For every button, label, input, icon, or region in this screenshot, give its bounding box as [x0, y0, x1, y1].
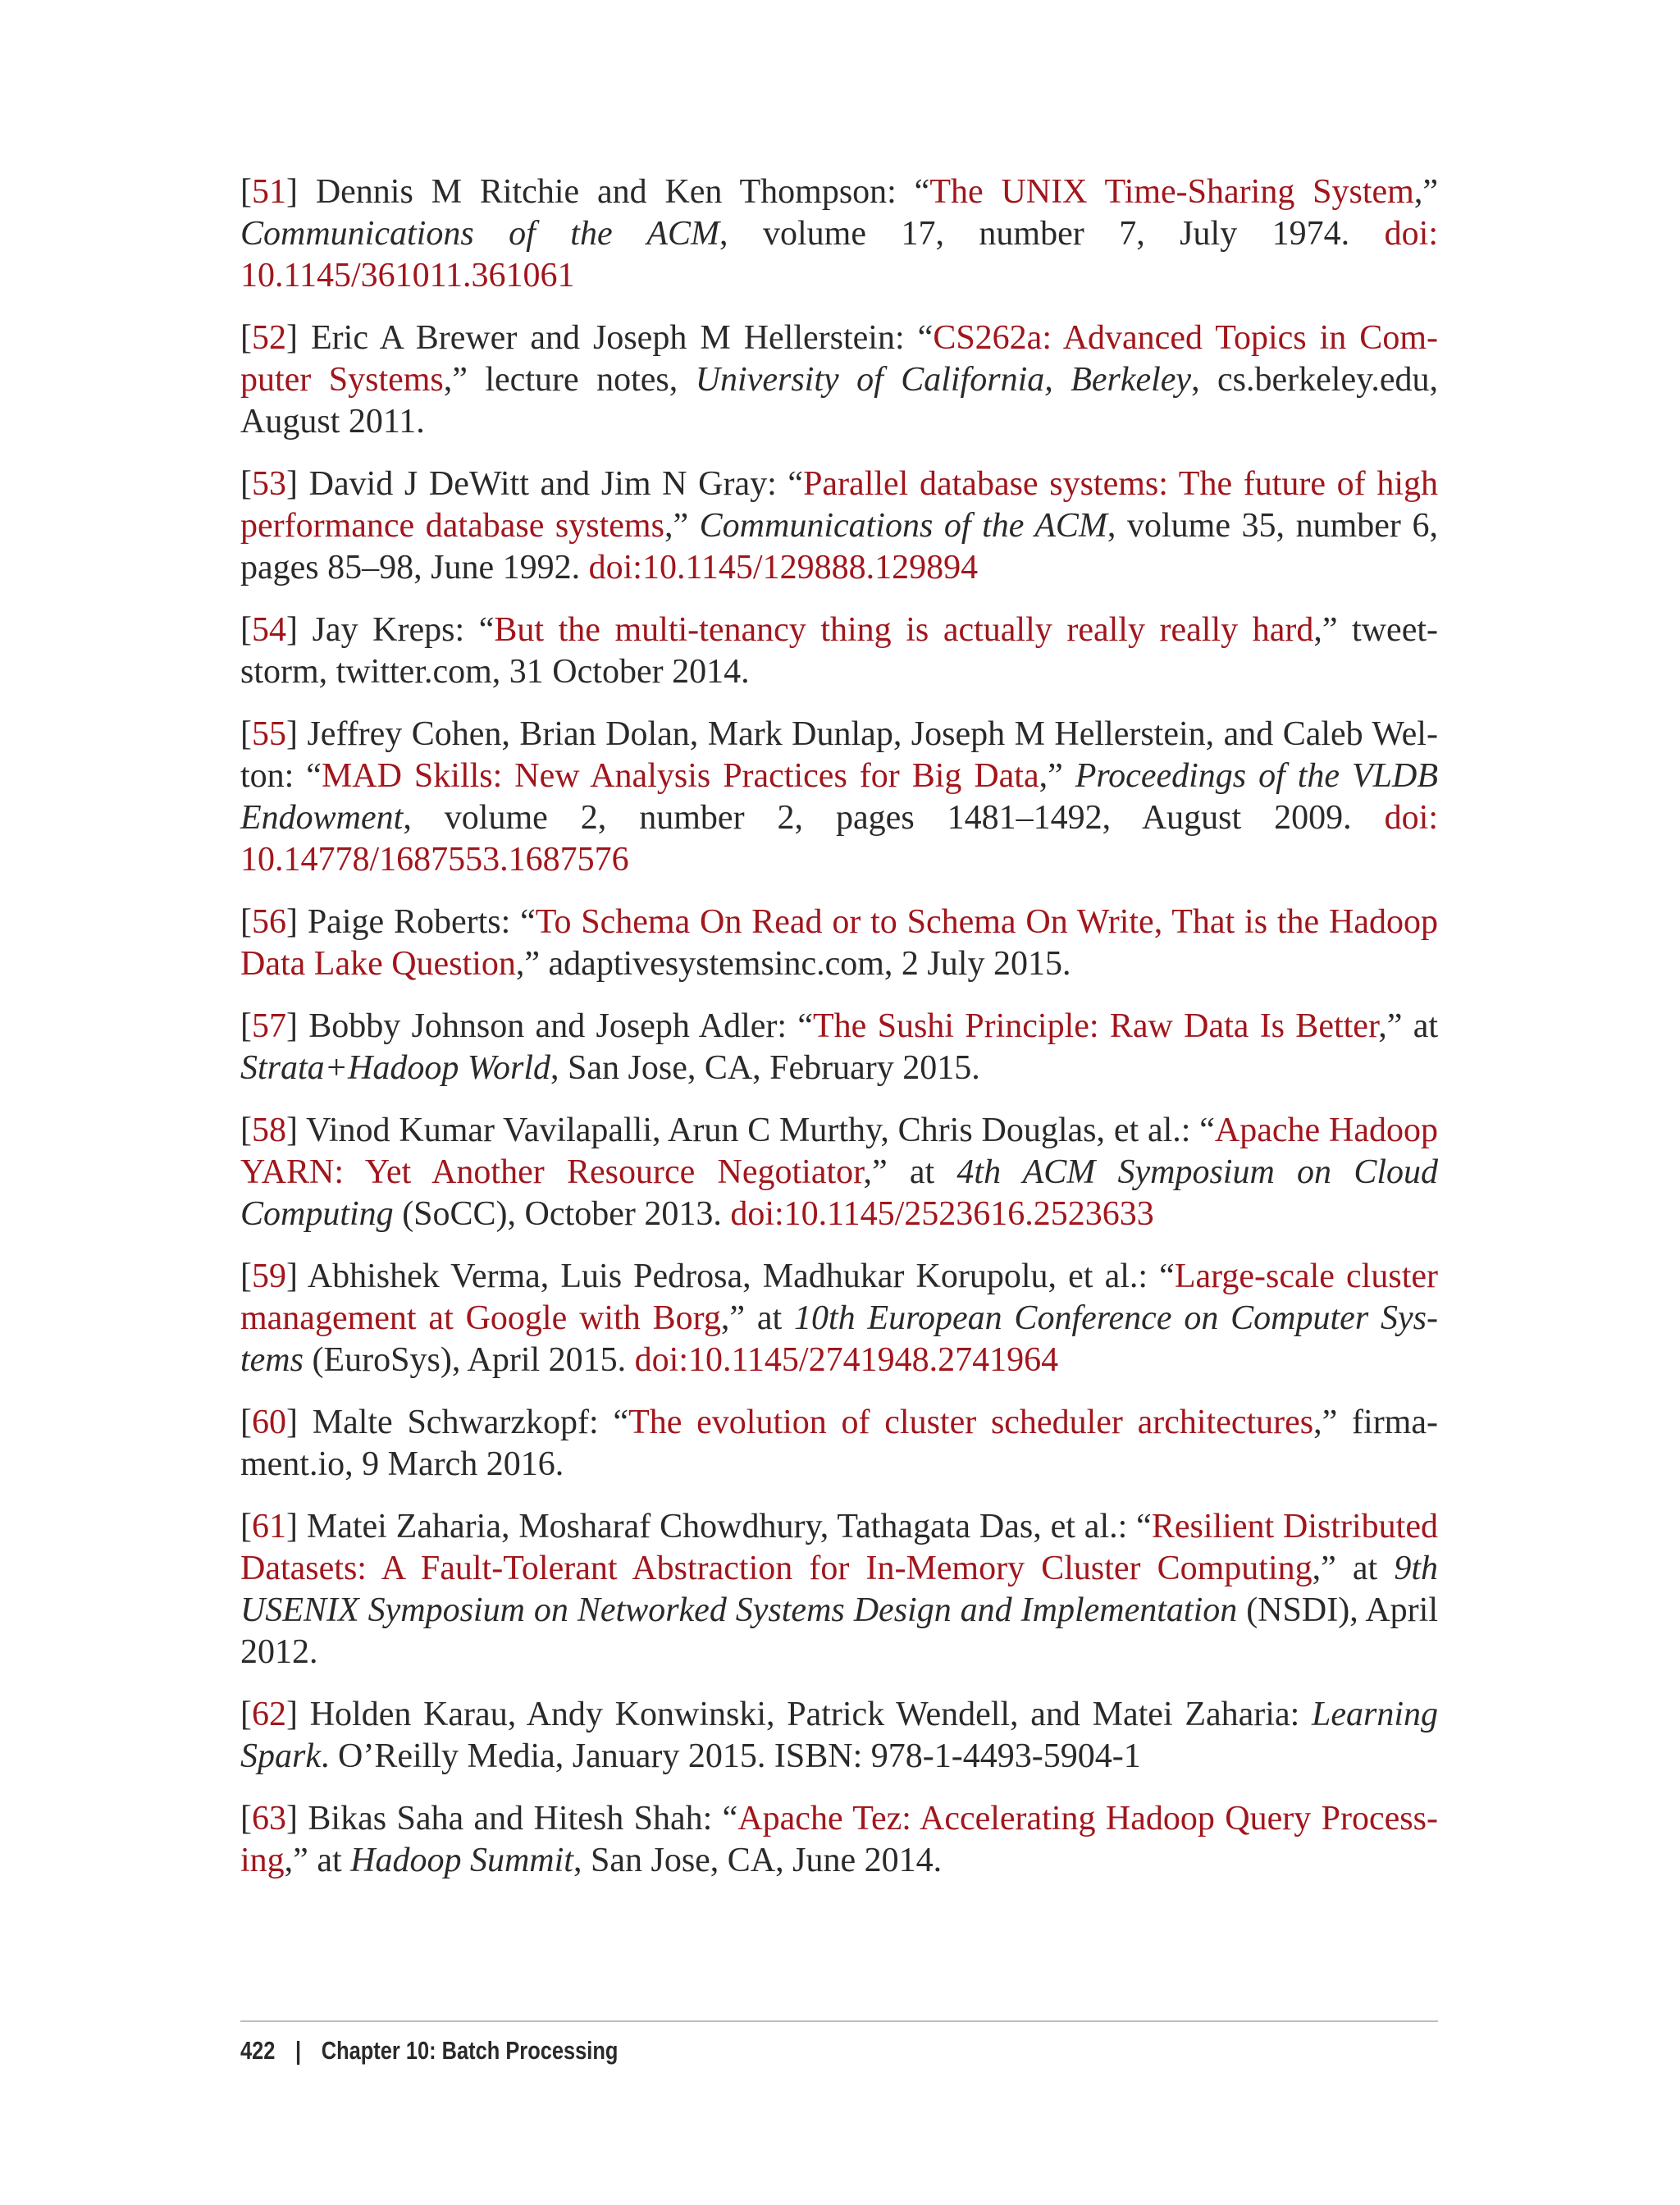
reference-link[interactable]: doi:10.1145/129888.129894	[588, 549, 979, 587]
reference-text: ,” firmament.io, 9 March 2016.	[240, 1404, 1438, 1483]
reference-number-link[interactable]: 62	[252, 1696, 286, 1733]
reference-text: Dennis M Ritchie and Ken Thompson: “	[315, 173, 930, 211]
reference-text: Malte Schwarzkopf: “	[312, 1404, 629, 1441]
reference-text: ,”	[1413, 173, 1438, 211]
reference-text: ,” adaptivesystemsinc.com, 2 July 2015.	[515, 945, 1071, 983]
reference-venue: 4th ACM Symposium on Cloud Computing	[240, 1153, 1438, 1233]
chapter-title: Chapter 10: Batch Processing	[321, 2036, 619, 2065]
reference-venue: Learning Spark	[240, 1696, 1438, 1775]
reference-list	[240, 171, 1438, 1902]
reference-text: Paige Roberts: “	[307, 903, 536, 941]
reference-bracket: [	[240, 1112, 252, 1149]
reference-entry	[240, 1256, 1438, 1381]
reference-entry	[240, 1110, 1438, 1235]
reference-bracket: [	[240, 1508, 252, 1545]
reference-text: Eric A Brewer and Joseph M Hellerstein: “	[311, 319, 934, 357]
reference-text: , volume 2, number 2, pages 1481–1492, August 2009.	[403, 799, 1385, 837]
reference-bracket: ]	[286, 1508, 307, 1545]
reference-venue: Communications of the ACM	[240, 215, 719, 253]
reference-text: Holden Karau, Andy Konwinski, Patrick Wendell, and Matei Zaharia:	[309, 1696, 1312, 1733]
reference-bracket: ]	[286, 1800, 308, 1838]
reference-entry	[240, 1506, 1438, 1673]
reference-text: , volume 35, number 6, pages 85–98, June 1992.	[240, 507, 1438, 587]
footer-rule	[240, 2020, 1438, 2022]
reference-entry	[240, 171, 1438, 297]
reference-bracket: [	[240, 1258, 252, 1295]
reference-text: ,”	[664, 507, 700, 545]
reference-bracket: [	[240, 319, 252, 357]
reference-bracket: [	[240, 1696, 252, 1733]
reference-text: ,” tweetstorm, twitter.com, 31 October 2014.	[240, 611, 1439, 691]
reference-bracket: ]	[286, 611, 313, 649]
reference-link[interactable]: doi:10.1145/2741948.2741964	[634, 1341, 1059, 1379]
reference-text: , cs.berkeley.edu, August 2011.	[240, 361, 1439, 441]
reference-number-link[interactable]: 52	[252, 319, 286, 357]
reference-link[interactable]: The evolution of cluster scheduler architectures	[628, 1404, 1314, 1441]
reference-text: Abhishek Verma, Luis Pedrosa, Madhukar Korupolu, et al.: “	[307, 1258, 1175, 1295]
reference-link[interactable]: Large-scale cluster management at Google with Borg	[240, 1258, 1438, 1337]
reference-venue: Proceedings of the VLDB Endowment	[240, 757, 1438, 837]
reference-text: , San Jose, CA, June 2014.	[573, 1842, 943, 1879]
reference-entry	[240, 1798, 1438, 1882]
reference-entry	[240, 902, 1438, 985]
reference-number-link[interactable]: 55	[252, 715, 286, 753]
reference-text: Vinod Kumar Vavilapalli, Arun C Murthy, Chris Douglas, et al.: “	[306, 1112, 1215, 1149]
reference-venue: Communications of the ACM	[699, 507, 1107, 545]
reference-bracket: ]	[286, 1258, 308, 1295]
reference-text: , San Jose, CA, February 2015.	[550, 1049, 980, 1087]
reference-text: (SoCC), October 2013.	[393, 1195, 731, 1233]
reference-bracket: [	[240, 1007, 252, 1045]
reference-text: Matei Zaharia, Mosharaf Chowdhury, Tathagata Das, et al.: “	[306, 1508, 1152, 1545]
reference-link[interactable]: The Sushi Principle: Raw Data Is Better	[813, 1007, 1379, 1045]
reference-bracket: ]	[286, 1696, 310, 1733]
reference-number-link[interactable]: 57	[252, 1007, 286, 1045]
page-footer	[240, 2034, 618, 2067]
reference-text: ,” at	[1378, 1007, 1439, 1045]
reference-text: (NSDI), April 2012.	[240, 1591, 1438, 1671]
reference-number-link[interactable]: 53	[252, 465, 286, 503]
reference-bracket: [	[240, 1404, 252, 1441]
reference-bracket: ]	[286, 1112, 307, 1149]
reference-link[interactable]: doi: 10.1145/361011.361061	[240, 215, 1439, 294]
reference-text: (EuroSys), April 2015.	[304, 1341, 635, 1379]
reference-text: ,” at	[720, 1299, 794, 1337]
reference-bracket: ]	[286, 465, 309, 503]
reference-link[interactable]: CS262a: Advanced Topics in Computer Systems	[240, 319, 1438, 399]
reference-link[interactable]: MAD Skills: New Analysis Practices for Big Data	[321, 757, 1039, 795]
reference-text: Jay Kreps: “	[312, 611, 495, 649]
reference-bracket: ]	[286, 715, 308, 753]
reference-bracket: ]	[286, 903, 308, 941]
reference-text: ,” at	[863, 1153, 957, 1191]
reference-entry	[240, 463, 1438, 589]
reference-link[interactable]: Apache Tez: Accelerating Hadoop Query Processing	[240, 1800, 1438, 1879]
reference-link[interactable]: doi: 10.14778/1687553.1687576	[240, 799, 1438, 879]
reference-text: ,” at	[284, 1842, 351, 1879]
reference-venue: Strata+Hadoop World	[240, 1049, 550, 1087]
reference-bracket: ]	[286, 1007, 309, 1045]
reference-number-link[interactable]: 58	[252, 1112, 286, 1149]
reference-text: . O’Reilly Media, January 2015. ISBN: 978-1-4493-5904-1	[321, 1737, 1141, 1775]
reference-number-link[interactable]: 61	[252, 1508, 286, 1545]
reference-text: ,” lecture notes,	[443, 361, 696, 399]
reference-bracket: [	[240, 903, 252, 941]
reference-text: Bikas Saha and Hitesh Shah: “	[308, 1800, 738, 1838]
reference-text: , volume 17, number 7, July 1974.	[719, 215, 1385, 253]
reference-bracket: [	[240, 611, 252, 649]
reference-bracket: [	[240, 1800, 252, 1838]
reference-text: Bobby Johnson and Joseph Adler: “	[308, 1007, 814, 1045]
reference-entry	[240, 609, 1438, 693]
reference-link[interactable]: But the multi-tenancy thing is actually really really hard	[494, 611, 1314, 649]
reference-venue: University of California, Berkeley	[695, 361, 1192, 399]
reference-bracket: ]	[286, 173, 316, 211]
reference-venue: 10th European Conference on Computer Systems	[240, 1299, 1438, 1379]
page-number: 422	[240, 2036, 276, 2065]
reference-link[interactable]: Resilient Distributed Datasets: A Fault-Tolerant Abstraction for In-Memory Cluster Computing	[240, 1508, 1438, 1587]
reference-text: David J DeWitt and Jim N Gray: “	[308, 465, 804, 503]
reference-link[interactable]: Parallel database systems: The future of high performance database systems	[240, 465, 1438, 545]
reference-entry	[240, 714, 1438, 881]
reference-number-link[interactable]: 54	[252, 611, 286, 649]
reference-number-link[interactable]: 59	[252, 1258, 286, 1295]
reference-entry	[240, 317, 1438, 443]
reference-entry	[240, 1402, 1438, 1486]
reference-text: ,” at	[1312, 1550, 1395, 1587]
reference-bracket: ]	[286, 319, 312, 357]
reference-link[interactable]: The UNIX Time-Sharing System	[929, 173, 1414, 211]
reference-link[interactable]: To Schema On Read or to Schema On Write, That is the Hadoop Data Lake Question	[240, 903, 1438, 983]
reference-link[interactable]: Apache Hadoop YARN: Yet Another Resource Negotiator	[240, 1112, 1438, 1191]
reference-text: ,”	[1039, 757, 1075, 795]
reference-bracket: ]	[286, 1404, 313, 1441]
reference-venue: Hadoop Summit	[350, 1842, 573, 1879]
reference-number-link[interactable]: 51	[252, 173, 286, 211]
footer-separator: |	[295, 2036, 302, 2065]
reference-bracket: [	[240, 465, 252, 503]
reference-number-link[interactable]: 60	[252, 1404, 286, 1441]
reference-bracket: [	[240, 173, 252, 211]
reference-link[interactable]: doi:10.1145/2523616.2523633	[730, 1195, 1154, 1233]
reference-bracket: [	[240, 715, 252, 753]
reference-venue: 9th USENIX Symposium on Networked Systems Design and Implementation	[240, 1550, 1439, 1629]
reference-entry	[240, 1694, 1438, 1778]
reference-number-link[interactable]: 63	[252, 1800, 286, 1838]
reference-entry	[240, 1006, 1438, 1089]
reference-number-link[interactable]: 56	[252, 903, 286, 941]
reference-text: Jeffrey Cohen, Brian Dolan, Mark Dunlap, Joseph M Hellerstein, and Caleb Welton: “	[240, 715, 1438, 795]
